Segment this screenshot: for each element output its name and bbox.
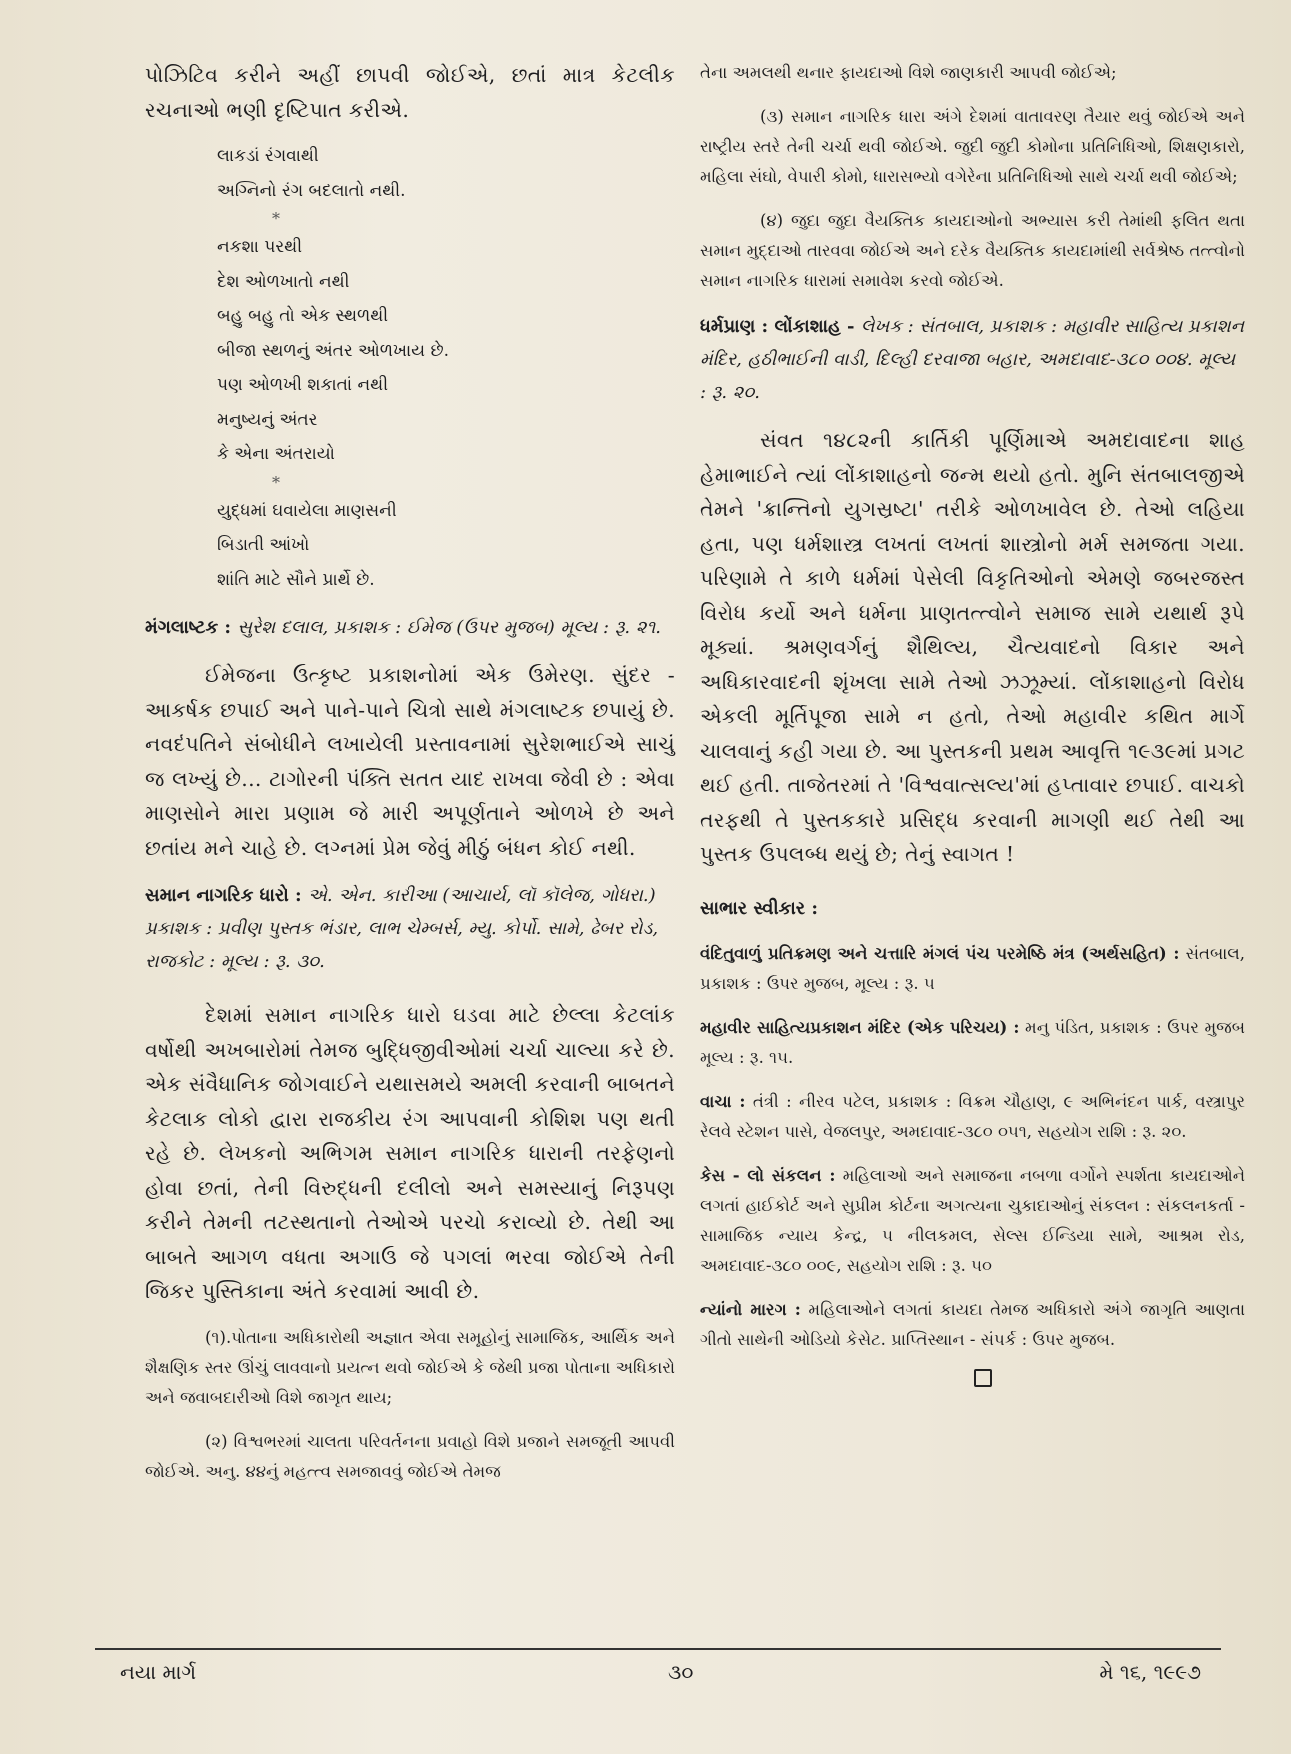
ack-text: મહિલાઓને લગતાં કાયદા તેમજ અધિકારો અંગે જાગૃતિ આણતા ગીતો સાથેની ઓડિયો કેસેટ. પ્રાપ્તિસ્થાન - સંપર્ક : ઉપર મુજબ. bbox=[700, 1299, 1246, 1349]
acknowledgement-item bbox=[700, 939, 1245, 999]
ack-text: તંત્રી : નીરવ પટેલ, પ્રકાશક : વિક્રમ ચૌહાણ, ૯ અભિનંદન પાર્ક, વસ્ત્રાપુર રેલવે સ્ટેશન પાસે, વેજલપુર, અમદાવાદ-૩૮૦ ૦૫૧, સહયોગ રાશિ : રૂ. ૨૦. bbox=[700, 1091, 1246, 1141]
acknowledgement-list bbox=[700, 939, 1245, 1355]
left-column bbox=[145, 58, 675, 1487]
acknowledgement-item bbox=[700, 1013, 1245, 1073]
right-column bbox=[700, 58, 1245, 1391]
acknowledgement-item bbox=[700, 1295, 1245, 1355]
numbered-point: (૩) સમાન નાગરિક ધારા અંગે દેશમાં વાતાવરણ તૈયાર થવું જોઈએ અને રાષ્ટ્રીય સ્તરે તેની ચર્ચા થવી જોઈએ. જુદી જુદી કોમોના પ્રતિનિધિઓ, શિક્ષણકારો, મહિલા સંઘો, વેપારી કોમો, ધારાસભ્યો વગેરેના પ્રતિનિધિઓ સાથે ચર્ચા થવી જોઈએ; bbox=[700, 107, 1245, 186]
poem-line: કે એના અંતરાયો bbox=[217, 444, 335, 464]
asterisk-separator: * bbox=[272, 472, 280, 492]
poem-excerpt bbox=[217, 139, 675, 597]
ack-text: મહિલાઓ અને સમાજના નબળા વર્ગોને સ્પર્શતા કાયદાઓને લગતાં હાઈકોર્ટ અને સુપ્રીમ કોર્ટના અગત્યના ચુકાદાઓનું સંકલન : સંકલનકર્તા - સામાજિક ન્યાય કેન્દ્ર, ૫ નીલકમલ, સેલ્સ ઈન્ડિયા સામે, આશ્રમ રોડ, અમદાવાદ-૩૮૦ ૦૦૯, સહયોગ રાશિ : રૂ. ૫૦ bbox=[700, 1165, 1246, 1275]
poem-line: લાકડાં રંગવાથી bbox=[217, 146, 319, 166]
book-entry-header bbox=[145, 879, 675, 978]
poem-line: પણ ઓળખી શકાતાં નથી bbox=[217, 375, 389, 395]
numbered-point: (૪) જુદા જુદા વૈયક્તિક કાયદાઓનો અભ્યાસ કરી તેમાંથી ફલિત થતા સમાન મુદ્દાઓ તારવવા જોઈએ અને દરેક વૈયક્તિક કાયદામાંથી સર્વશ્રેષ્ઠ તત્ત્વોનો સમાન નાગરિક ધારામાં સમાવેશ કરવો જોઈએ. bbox=[700, 211, 1245, 290]
poem-line: બિડાતી આંખો bbox=[217, 535, 310, 555]
ack-text: મનુ પંડિત, પ્રકાશક : ઉપર મુજબ મૂલ્ય : રૂ. ૧૫. bbox=[700, 1017, 1245, 1067]
ack-title: કેસ - લો સંકલન : bbox=[700, 1165, 836, 1185]
acknowledgement-item bbox=[700, 1161, 1245, 1281]
ack-title: વંદિતુવાળું પ્રતિક્રમણ અને ચત્તારિ મંગલં પંચ પરમેષ્ઠિ મંત્ર (અર્થસહિત) : bbox=[700, 943, 1180, 963]
book-title: સમાન નાગરિક ધારો : bbox=[145, 885, 302, 906]
ack-title: મહાવીર સાહિત્યપ્રકાશન મંદિર (એક પરિચય) : bbox=[700, 1017, 1020, 1037]
poem-line: શાંતિ માટે સૌને પ્રાર્થે છે. bbox=[217, 569, 375, 590]
numbered-point-continued: તેના અમલથી થનાર ફાયદાઓ વિશે જાણકારી આપવી જોઈએ; bbox=[700, 63, 1117, 82]
poem-line: અગ્નિનો રંગ બદલાતો નથી. bbox=[217, 180, 406, 201]
intro-paragraph: પોઝિટિવ કરીને અહીં છાપવી જોઈએ, છતાં માત્ર કેટલીક રચનાઓ ભણી દૃષ્ટિપાત કરીએ. bbox=[145, 63, 675, 122]
book-entry-header bbox=[145, 611, 675, 644]
page-number: ૩૦ bbox=[668, 1660, 694, 1684]
numbered-point: (૨) વિશ્વભરમાં ચાલતા પરિવર્તનના પ્રવાહો વિશે પ્રજાને સમજૂતી આપવી જોઈએ. અનુ. ૪૪નું મહત્ત્વ સમજાવવું જોઈએ તેમજ bbox=[145, 1431, 675, 1481]
poem-line: યુદ્ધમાં ઘવાયેલા માણસની bbox=[217, 500, 397, 521]
book-meta: સુરેશ દલાલ, પ્રકાશક : ઈમેજ (ઉપર મુજબ) મૂલ્ય : રૂ. ૨૧. bbox=[237, 617, 661, 638]
book-review: સંવત ૧૪૮૨ની કાર્તિકી પૂર્ણિમાએ અમદાવાદના શાહ હેમાભાઈને ત્યાં લોંકાશાહનો જન્મ થયો હતો. મુનિ સંતબાલજીએ તેમને 'ક્રાન્તિનો યુગસ્રષ્ટા' તરીકે ઓળખાવેલ છે. તેઓ લહિયા હતા, પણ ધર્મશાસ્ત્ર લખતાં લખતાં શાસ્ત્રોનો મર્મ સમજતા ગયા. પરિણામે તે કાળે ધર્મમાં પેસેલી વિકૃતિઓનો એમણે જબરજસ્ત વિરોધ કર્યો અને ધર્મના પ્રાણતત્ત્વોને સમાજ સામે યથાર્થ રૂપે મૂક્યાં. શ્રમણવર્ગનું શૈથિલ્ય, ચૈત્યવાદનો વિકાર અને અધિકારવાદની શૃંખલા સામે તેઓ ઝઝૂમ્યાં. લોંકાશાહનો વિરોધ એકલી મૂર્તિપૂજા સામે ન હતો, તેઓ મહાવીર કથિત માર્ગે ચાલવાનું કહી ગયા છે. આ પુસ્તકની પ્રથમ આવૃત્તિ ૧૯૩૯માં પ્રગટ થઈ હતી. તાજેતરમાં તે 'વિશ્વવાત્સલ્ય'માં હપ્તાવાર છપાઈ. વાચકો તરફથી તે પુસ્તકકારે પ્રસિદ્ધ કરવાની માગણી થઈ તેથી આ પુસ્તક ઉપલબ્ધ થયું છે; તેનું સ્વાગત ! bbox=[700, 428, 1245, 866]
acknowledgement-heading: સાભાર સ્વીકાર : bbox=[700, 897, 818, 919]
issue-date: મે ૧૬, ૧૯૯૭ bbox=[1099, 1660, 1201, 1684]
poem-line: નકશા પરથી bbox=[217, 237, 303, 257]
book-meta: એ. એન. કારીઆ (આચાર્ય, લૉ કૉલેજ, ગોધરા.) પ્રકાશક : પ્રવીણ પુસ્તક ભંડાર, લાભ ચેમ્બર્સ, મ્યુ. કોર્પો. સામે, ઢેબર રોડ, રાજકોટ : મૂલ્ય : રૂ. ૩૦. bbox=[145, 885, 659, 972]
book-meta: લેખક : સંતબાલ, પ્રકાશક : મહાવીર સાહિત્ય પ્રકાશન મંદિર, હઠીભાઈની વાડી, દિલ્હી દરવાજા બહાર, અમદાવાદ-૩૮૦ ૦૦૪. મૂલ્ય : રૂ. ૨૦. bbox=[700, 316, 1244, 403]
poem-line: દેશ ઓળખાતો નથી bbox=[217, 271, 350, 292]
ack-title: ન્યાંનો મારગ : bbox=[700, 1299, 801, 1319]
book-title: મંગલાષ્ટક : bbox=[145, 617, 232, 638]
book-title: ધર્મપ્રાણ : લોંકાશાહ - bbox=[700, 316, 855, 337]
asterisk-separator: * bbox=[272, 209, 280, 228]
book-review: ઈમેજના ઉત્કૃષ્ટ પ્રકાશનોમાં એક ઉમેરણ. સુંદર - આકર્ષક છપાઈ અને પાને-પાને ચિત્રો સાથે મંગલાષ્ટક છપાયું છે. નવદંપતિને સંબોધીને લખાયેલી પ્રસ્તાવનામાં સુરેશભાઈએ સાચું જ લખ્યું છે... ટાગોરની પંક્તિ સતત યાદ રાખવા જેવી છે : એવા માણસોને મારા પ્રણામ જે મારી અપૂર્ણતાને ઓળખે છે અને છતાંય મને ચાહે છે. લગ્નમાં પ્રેમ જેવું મીઠું બંધન કોઈ નથી. bbox=[145, 663, 675, 860]
ack-title: વાચા : bbox=[700, 1091, 746, 1111]
poem-line: બીજા સ્થળનું અંતર ઓળખાય છે. bbox=[217, 340, 450, 361]
magazine-name: નયા માર્ગ bbox=[120, 1660, 197, 1684]
footer-rule bbox=[95, 1648, 1221, 1650]
book-entry-header bbox=[700, 310, 1245, 409]
book-review: દેશમાં સમાન નાગરિક ધારો ઘડવા માટે છેલ્લા કેટલાંક વર્ષોથી અખબારોમાં તેમજ બુદ્ધિજીવીઓમાં ચર્ચા ચાલ્યા કરે છે. એક સંવૈધાનિક જોગવાઈને યથાસમયે અમલી કરવાની બાબતને કેટલાક લોકો દ્વારા રાજકીય રંગ આપવાની કોશિશ પણ થતી રહે છે. લેખકનો અભિગમ સમાન નાગરિક ધારાની તરફેણનો હોવા છતાં, તેની વિરુદ્ધની દલીલો અને સમસ્યાનું નિરૂપણ કરીને તેમની તટસ્થતાનો તેઓએ પરચો કરાવ્યો છે. તેથી આ બાબતે આગળ વધતા અગાઉ જે પગલાં ભરવા જોઈએ તેની જિકર પુસ્તિકાના અંતે કરવામાં આવી છે. bbox=[145, 1003, 675, 1303]
poem-line: બહુ બહુ તો એક સ્થળથી bbox=[217, 306, 389, 326]
acknowledgement-item bbox=[700, 1087, 1245, 1147]
ack-text: સંતબાલ, પ્રકાશક : ઉપર મુજબ, મૂલ્ય : રૂ. ૫ bbox=[700, 943, 1245, 993]
end-of-article-square-icon bbox=[974, 1369, 992, 1387]
poem-line: મનુષ્યનું અંતર bbox=[217, 409, 318, 430]
numbered-point: (૧).પોતાના અધિકારોથી અજ્ઞાત એવા સમૂહોનું સામાજિક, આર્થિક અને શૈક્ષણિક સ્તર ઊંચું લાવવાનો પ્રયત્ન થવો જોઈએ કે જેથી પ્રજા પોતાના અધિકારો અને જવાબદારીઓ વિશે જાગૃત થાય; bbox=[145, 1327, 675, 1407]
